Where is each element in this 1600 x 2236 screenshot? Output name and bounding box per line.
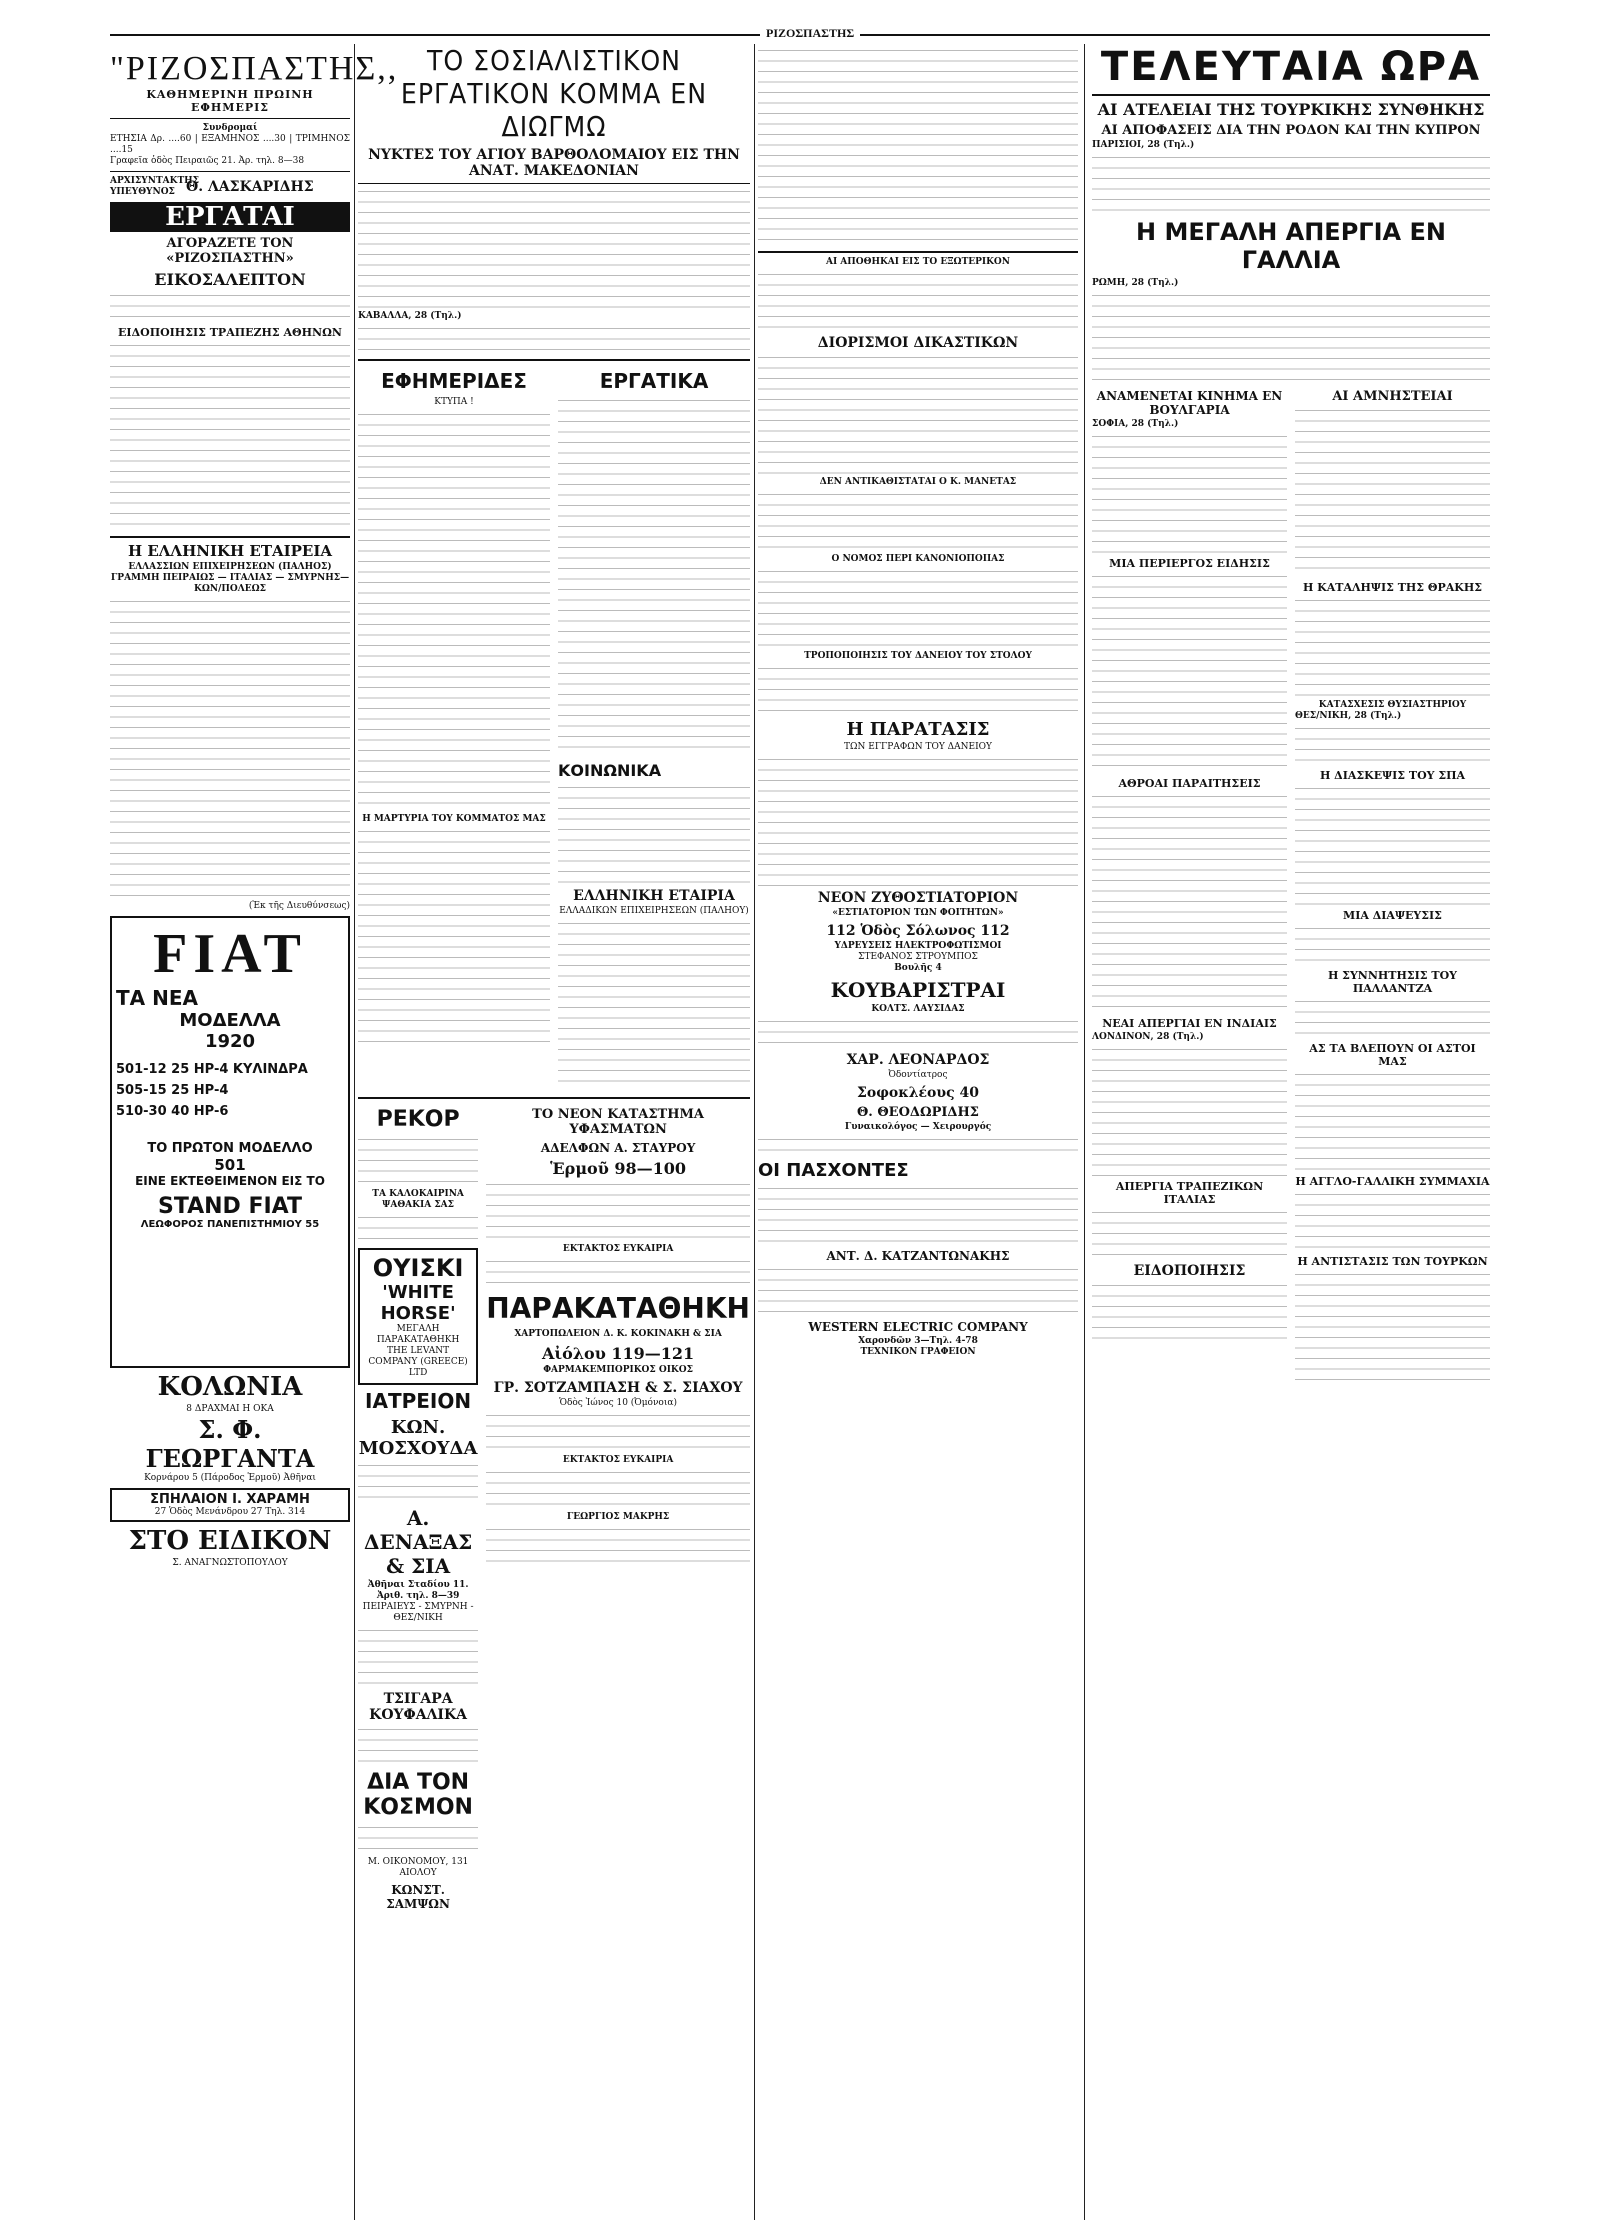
text-block (558, 784, 750, 884)
text-block (1092, 573, 1287, 773)
store-head: ΤΟ ΝΕΟΝ ΚΑΤΑΣΤΗΜΑ ΥΦΑΣΜΑΤΩΝ (532, 1107, 704, 1137)
text-block (1295, 785, 1490, 905)
text-block (758, 354, 1078, 474)
workers-section (558, 365, 750, 1093)
divider (110, 118, 350, 119)
divider (758, 251, 1078, 253)
electric-head: ΥΔΡΕΥΣΕΙΣ ΗΛΕΚΤΡΟΦΩΤΙΣΜΟΙ (834, 941, 1002, 951)
fiat-exhibit: ΕΙΝΕ ΕΚΤΕΘΕΙΜΕΝΟΝ ΕΙΣ ΤΟ (135, 1174, 325, 1188)
text-block (110, 292, 350, 322)
dateline-sofia: ΣΟΦΙΑ, 28 (Τηλ.) (1092, 419, 1179, 429)
social-head: ΚΟΙΝΩΝΙΚΑ (558, 761, 662, 780)
delivery-sub: ΤΩΝ ΕΓΓΡΑΦΩΝ ΤΟΥ ΔΑΝΕΙΟΥ (844, 742, 992, 752)
store-address: Ἑρμοῦ 98—100 (550, 1159, 687, 1178)
whisky-head: ΟΥΙΣΚΙ (372, 1254, 464, 1282)
decisions-head: ΑΙ ΑΠΟΦΑΣΕΙΣ ΔΙΑ ΤΗΝ ΡΟΔΟΝ ΚΑΙ ΤΗΝ ΚΥΠΡΟΝ (1101, 123, 1481, 138)
fiat-line-3: 510-30 40 HP-6 (116, 1104, 229, 1119)
text-block (1092, 154, 1490, 214)
cologne-ad: ΚΟΛΩΝΙΑ (157, 1372, 303, 1402)
dentist-role: Ὀδοντίατρος (888, 1070, 948, 1080)
shots-head: ΚΤΥΠΑ ! (434, 397, 474, 407)
electric-owner: ΣΤΕΦΑΝΟΣ ΣΤΡΟΥΜΠΟΣ (858, 952, 978, 962)
text-block (1092, 433, 1287, 553)
makris-head: ΓΕΩΡΓΙΟΣ ΜΑΚΡΗΣ (566, 1512, 670, 1522)
column-rule (754, 44, 755, 2220)
fiat-first: ΤΟ ΠΡΩΤΟΝ ΜΟΔΕΛΛΟ (147, 1141, 313, 1156)
manetas-head: ΔΕΝ ΑΝΤΙΚΑΘΙΣΤΑΤΑΙ Ο Κ. ΜΑΝΕΤΑΣ (819, 477, 1017, 487)
ads-left (358, 1103, 478, 1913)
text-block (758, 1136, 1078, 1156)
resign-head: ΑΘΡΟΑΙ ΠΑΡΑΙΤΗΣΕΙΣ (1118, 777, 1261, 790)
pharma-head: ΦΑΡΜΑΚΕΜΠΟΡΙΚΟΣ ΟΙΚΟΣ (543, 1365, 693, 1375)
newspapers-workers-row (358, 365, 750, 1093)
diaps-head: ΜΙΑ ΔΙΑΨΕΥΣΙΣ (1343, 909, 1442, 922)
text-block (1295, 597, 1490, 697)
news-columns (1092, 385, 1490, 1384)
whisky-brand: 'WHITE HORSE' (380, 1282, 456, 1324)
company-head: Η ΕΛΛΗΝΙΚΗ ΕΤΑΙΡΕΙΑ (127, 542, 333, 560)
workers-head: ΕΡΓΑΤΙΚΑ (599, 369, 709, 393)
fiat-logo: FIAT (153, 923, 307, 985)
text-block (358, 1462, 478, 1502)
france-strike-head: Η ΜΕΓΑΛΗ ΑΠΕΡΓΙΑ ΕΝ ΓΑΛΛΙΑ (1136, 218, 1446, 274)
cologne-seller: Σ. Φ. ΓΕΩΡΓΑΝΤΑ (145, 1415, 315, 1473)
editor-line (110, 176, 350, 198)
western-head: WESTERN ELECTRIC COMPANY (808, 1320, 1028, 1334)
text-block (758, 1185, 1078, 1245)
bakery-name: «ΕΣΤΙΑΤΟΡΙΟΝ ΤΩΝ ΦΟΙΤΗΤΩΝ» (832, 908, 1004, 918)
fiat-new: ΤΑ ΝΕΑ (116, 986, 198, 1010)
news-col-right (1295, 385, 1490, 1384)
price-line: ΕΙΚΟΣΑΛΕΠΤΟΝ (154, 270, 306, 289)
ads-row (358, 1103, 750, 1913)
shipping-head: Α. ΔΕΝΑΞΑΣ & ΣΙΑ (363, 1506, 473, 1578)
law-head: Ο ΝΟΜΟΣ ΠΕΡΙ ΚΑΝΟΝΙΟΠΟΙΙΑΣ (831, 554, 1005, 564)
fiat-stand: STAND FIAT (157, 1194, 303, 1219)
text-block (1295, 1191, 1490, 1251)
divider (358, 359, 750, 361)
whisky-agent: ΜΕΓΑΛΗ ΠΑΡΑΚΑΤΑΘΗΚΗ (376, 1324, 460, 1345)
text-block (358, 1824, 478, 1854)
fiat-address: ΛΕΩΦΟΡΟΣ ΠΑΝΕΠΙΣΤΗΜΙΟΥ 55 (140, 1219, 320, 1230)
bakery-head: ΝΕΟΝ ΖΥΘΟΣΤΙΑΤΟΡΙΟΝ (817, 890, 1019, 906)
ads-right (486, 1103, 750, 1913)
bank-head: ΤΡΟΠΟΠΟΙΗΣΙΣ ΤΟΥ ΔΑΝΕΙΟΥ ΤΟΥ ΣΤΟΛΟΥ (804, 651, 1032, 661)
bulgaria-head: ΑΝΑΜΕΝΕΤΑΙ ΚΙΝΗΜΑ ΕΝ ΒΟΥΛΓΑΡΙΑ (1096, 389, 1283, 417)
divider (1092, 94, 1490, 96)
chance2-head: ΕΚΤΑΚΤΟΣ ΕΥΚΑΙΡΙΑ (562, 1455, 674, 1465)
dateline-kavala: ΚΑΒΑΛΛΑ, 28 (Τηλ.) (358, 311, 462, 321)
text-block (486, 1258, 750, 1288)
amnesty-head: ΑΙ ΑΜΝΗΣΤΕΙΑΙ (1332, 389, 1453, 404)
deposit-address: Αἰόλου 119—121 (542, 1344, 695, 1363)
fiat-models: ΜΟΔΕΛΛΑ (179, 1010, 281, 1031)
news-head: ΜΙΑ ΠΕΡΙΕΡΓΟΣ ΕΙΔΗΣΙΣ (1109, 557, 1270, 570)
text-block (358, 411, 550, 811)
editor-label: ΑΡΧΙΣΥΝΤΑΚΤΗΣ ΥΠΕΥΘΥΝΟΣ (110, 176, 200, 197)
anglo-head: Η ΑΓΓΛΟ-ΓΑΛΛΙΚΗ ΣΥΜΜΑΧΙΑ (1295, 1175, 1490, 1188)
text-block (1295, 725, 1490, 765)
text-block (486, 1412, 750, 1452)
bakery-address: 112 Ὁδὸς Σόλωνος 112 (826, 923, 1010, 939)
dentist-name: ΧΑΡ. ΛΕΟΝΑΡΔΟΣ (846, 1052, 990, 1068)
dateline-rome: ΡΩΜΗ, 28 (Τηλ.) (1092, 278, 1179, 288)
column-rule (1084, 44, 1085, 2220)
dateline-london: ΛΟΝΔΙΝΟΝ, 28 (Τηλ.) (1092, 1032, 1204, 1042)
newspapers-section (358, 365, 550, 1093)
atlantic-head: Η ΣΥΝΝΗΤΗΣΙΣ ΤΟΥ ΠΑΛΛΑΝΤΖΑ (1327, 969, 1458, 995)
text-block (358, 325, 750, 355)
doctor2-name: ΑΝΤ. Δ. ΚΑΤΖΑΝΤΩΝΑΚΗΣ (826, 1249, 1010, 1263)
text-block (758, 1266, 1078, 1316)
italy-strike-head: ΑΠΕΡΓΙΑ ΤΡΑΠΕΖΙΚΩΝ ΙΤΑΛΙΑΣ (1115, 1180, 1264, 1206)
hellenic-sub: ΕΛΛΑΔΙΚΩΝ ΕΠΙΧΕΙΡΗΣΕΩΝ (ΠΑΛΗΟΥ) (559, 906, 749, 916)
text-block (486, 1526, 750, 1566)
deposit-shop: ΧΑΡΤΟΠΩΛΕΙΟΝ Δ. Κ. ΚΟΚΙΝΑΚΗ & ΣΙΑ (514, 1329, 722, 1339)
text-block (558, 920, 750, 1090)
pharma-address: Ὁδὸς Ἰώνος 10 (Ὀμόνοια) (559, 1398, 677, 1408)
thrace-head: Η ΚΑΤΑΛΗΨΙΣ ΤΗΣ ΘΡΑΚΗΣ (1302, 581, 1483, 594)
text-block (1295, 1071, 1490, 1171)
office-address: Γραφεῖα ὁδὸς Πειραιῶς 21. Ἀρ. τηλ. 8—38 (110, 156, 305, 166)
martyr-head: Η ΜΑΡΤΥΡΙΑ ΤΟΥ ΚΟΜΜΑΤΟΣ ΜΑΣ (362, 814, 546, 824)
seller-line: Μ. ΟΙΚΟΝΟΜΟΥ, 131 ΑΙΟΛΟΥ (367, 1857, 469, 1878)
fiat-line-1: 501-12 25 HP-4 ΚΥΛΙΝΔΡΑ (116, 1062, 308, 1077)
stamps-head: ΚΑΤΑΣΧΕΣΙΣ ΘΥΣΙΑΣΤΗΡΙΟΥ (1318, 700, 1467, 710)
text-block (1092, 292, 1490, 382)
running-header: ΡΙΖΟΣΠΑΣΤΗΣ (760, 26, 860, 41)
shipping-address: Ἀθῆναι Σταδίου 11. Ἀριθ. τηλ. 8—39 (367, 1580, 469, 1601)
delivery-head: Η ΠΑΡΑΤΑΣΙΣ (846, 719, 990, 740)
electric-address: Βουλῆς 4 (894, 963, 942, 973)
greek-plane-head: ΑΣ ΤΑ ΒΛΕΠΟΥΝ ΟΙ ΑΣΤΟΙ ΜΑΣ (1309, 1042, 1476, 1068)
text-block (758, 271, 1078, 331)
cave-name: ΣΠΗΛΑΙΟΝ Ι. ΧΑΡΑΜΗ (150, 1492, 310, 1507)
divider (110, 536, 350, 538)
text-block (758, 756, 1078, 886)
text-block (358, 188, 750, 308)
company-line: ΓΡΑΜΜΗ ΠΕΙΡΑΙΩΣ — ΙΤΑΛΙΑΣ — ΣΜΥΡΝΗΣ—ΚΩΝ/ΠΟΛΕΩΣ (110, 573, 350, 594)
special-ad: ΣΤΟ ΕΙΔΙΚΟΝ (128, 1526, 332, 1556)
text-block (1092, 793, 1287, 1013)
source-line: (Ἐκ τῆς Διευθύνσεως) (248, 901, 350, 911)
konst-head: ΚΩΝΣΤ. ΣΑΜΨΩΝ (386, 1883, 450, 1911)
news-col-left (1092, 385, 1287, 1384)
cave-ad (110, 1488, 350, 1522)
text-block (1295, 1271, 1490, 1381)
divider (358, 183, 750, 184)
text-block (1092, 1046, 1287, 1176)
cologne-address: Κορνάρου 5 (Πάροδος Ἑρμοῦ) Ἀθῆναι (144, 1473, 316, 1483)
subscription-title: Συνδρομαί (202, 123, 258, 133)
buy-line: ΑΓΟΡΑΖΕΤΕ ΤΟΝ «ΡΙΖΟΣΠΑΣΤΗΝ» (166, 236, 294, 266)
text-block (358, 1726, 478, 1766)
newspapers-head: ΕΦΗΜΕΡΙΔΕΣ (381, 369, 527, 393)
record-head: ΡΕΚΟΡ (376, 1107, 460, 1132)
deposit-head: ΠΑΡΑΚΑΤΑΘΗΚΗ (486, 1292, 750, 1325)
text-block (1092, 1209, 1287, 1259)
dateline-paris: ΠΑΡΙΣΙΟΙ, 28 (Τηλ.) (1092, 140, 1195, 150)
pharma-name: ΓΡ. ΣΟΤΖΑΜΠΑΣΗ & Σ. ΣΙΑΧΟΥ (493, 1380, 743, 1396)
whisky-company: THE LEVANT COMPANY (GREECE) LTD (368, 1346, 468, 1378)
text-block (758, 47, 1078, 247)
store-owner: ΑΔΕΛΦΩΝ Α. ΣΤΑΥΡΟΥ (540, 1141, 696, 1155)
spa-head: Η ΔΙΑΣΚΕΨΙΣ ΤΟΥ ΣΠΑ (1319, 769, 1466, 782)
gyn-name: Θ. ΘΕΟΔΩΡΙΔΗΣ (856, 1105, 979, 1120)
appointments-head: ΔΙΟΡΙΣΜΟΙ ΔΙΚΑΣΤΙΚΩΝ (817, 335, 1019, 351)
text-block (358, 1627, 478, 1687)
editor-name: Θ. ΛΑΣΚΑΡΙΔΗΣ (186, 179, 314, 195)
text-block (758, 568, 1078, 648)
technical-head: ΤΕΧΝΙΚΟΝ ΓΡΑΦΕΙΟΝ (860, 1347, 976, 1357)
cave-address: 27 Ὁδὸς Μενάνδρου 27 Τηλ. 314 (154, 1507, 306, 1517)
shoes-head: ΤΑ ΚΑΛΟΚΑΙΡΙΝΑ ΨΑΘΑΚΙΑ ΣΑΣ (372, 1189, 464, 1210)
lead-subhead: ΝΥΚΤΕΣ ΤΟΥ ΑΓΙΟΥ ΒΑΡΘΟΛΟΜΑΙΟΥ ΕΙΣ ΤΗΝ ΑΝΑΤ. ΜΑΚΕΔΟΝΙΑΝ (368, 147, 740, 179)
lead-banner: ΤΟ ΣΟΣΙΑΛΙΣΤΙΚΟΝ ΕΡΓΑΤΙΚΟΝ ΚΟΜΜΑ ΕΝ ΔΙΩΓΜΩ (400, 44, 708, 143)
turk-resist-head: Η ΑΝΤΙΣΤΑΣΙΣ ΤΩΝ ΤΟΥΡΚΩΝ (1297, 1255, 1488, 1268)
text-block (1295, 407, 1490, 577)
text-block (758, 665, 1078, 715)
dentist-address: Σοφοκλέους 40 (857, 1085, 979, 1101)
workers-banner: ΕΡΓΑΤΑΙ (110, 202, 350, 232)
text-block (1092, 1282, 1287, 1342)
fiat-year: 1920 (204, 1031, 256, 1052)
column-3 (758, 44, 1078, 2220)
fiat-501: 501 (214, 1156, 246, 1174)
chance-head: ΕΚΤΑΚΤΟΣ ΕΥΚΑΙΡΙΑ (562, 1244, 674, 1254)
column-rule (354, 44, 355, 2220)
divider (358, 1097, 750, 1099)
subscription-prices: ΕΤΗΣΙΑ Δρ. ....60 | ΕΞΑΜΗΝΟΣ ....30 | ΤΡΙΜΗΝΟΣ ....15 (110, 134, 350, 155)
bank-notice-head: ΕΙΔΟΠΟΙΗΣΙΣ ΤΡΑΠΕΖΗΣ ΑΘΗΝΩΝ (118, 326, 342, 339)
upholstery-name: ΚΟΛΤΣ. ΛΑΥΣΙΔΑΣ (871, 1004, 965, 1014)
text-block (358, 1214, 478, 1244)
upholstery-head: ΚΟΥΒΑΡΙΣΤΡΑΙ (830, 978, 1006, 1002)
company-sub: ΕΛΛΑΣΣΙΩΝ ΕΠΙΧΕΙΡΗΣΕΩΝ (ΠΑΛΗΟΣ) (128, 562, 332, 572)
text-block (110, 598, 350, 898)
dateline-thess: ΘΕΣ/ΝΙΚΗ, 28 (Τηλ.) (1295, 711, 1402, 721)
special-owner: Σ. ΑΝΑΓΝΩΣΤΟΠΟΥΛΟΥ (172, 1558, 288, 1568)
last-hour-banner: ΤΕΛΕΥΤΑΙΑ ΩΡΑ (1100, 44, 1482, 90)
western-address: Χαρονδῶν 3—Τηλ. 4-78 (858, 1336, 978, 1346)
column-1 (110, 44, 399, 2220)
india-head: ΝΕΑΙ ΑΠΕΡΓΙΑΙ ΕΝ ΙΝΔΙΑΙΣ (1102, 1017, 1277, 1030)
gyn-role: Γυναικολόγος — Χειρουργός (844, 1122, 992, 1132)
cologne-price: 8 ΔΡΑΧΜΑΙ Η ΟΚΑ (186, 1404, 274, 1414)
divider (110, 171, 350, 172)
text-block (758, 491, 1078, 551)
column-2 (358, 44, 750, 2220)
hellenic-head: ΕΛΛΗΝΙΚΗ ΕΤΑΙΡΙΑ (573, 888, 735, 904)
text-block (486, 1181, 750, 1241)
masthead-title: "ΡΙΖΟΣΠΑΣΤΗΣ,, (110, 50, 399, 87)
column-4 (1092, 44, 1490, 2220)
fiat-line-2: 505-15 25 HP-4 (116, 1083, 229, 1098)
notice-head: ΕΙΔΟΠΟΙΗΣΙΣ (1133, 1263, 1246, 1279)
doctor-name: ΚΩΝ. ΜΟΣΧΟΥΔΑ (358, 1417, 478, 1459)
text-block (1295, 925, 1490, 965)
opium-head: ΤΣΙΓΑΡΑ ΚΟΥΦΑΛΙΚΑ (369, 1691, 468, 1723)
text-block (358, 1136, 478, 1186)
text-block (486, 1469, 750, 1509)
world-head: ΔΙΑ ΤΟΝ ΚΟΣΜΟΝ (363, 1770, 473, 1820)
text-block (358, 828, 550, 1048)
strike-head: ΑΙ ΑΠΟΘΗΚΑΙ ΕΙΣ ΤΟ ΕΞΩΤΕΡΙΚΟΝ (825, 257, 1010, 267)
masthead-subtitle: ΚΑΘΗΜΕΡΙΝΗ ΠΡΩΙΝΗ ΕΦΗΜΕΡΙΣ (146, 88, 314, 114)
turk-head: ΑΙ ΑΤΕΛΕΙΑΙ ΤΗΣ ΤΟΥΡΚΙΚΗΣ ΣΥΝΘΗΚΗΣ (1097, 100, 1485, 119)
clinic-head: ΙΑΤΡΕΙΟΝ (365, 1389, 472, 1413)
whisky-ad (358, 1248, 478, 1385)
text-block (1295, 998, 1490, 1038)
text-block (110, 342, 350, 532)
text-block (558, 397, 750, 757)
shipping-routes: ΠΕΙΡΑΙΕΥΣ - ΣΜΥΡΝΗ - ΘΕΣ/ΝΙΚΗ (362, 1602, 474, 1623)
text-block (758, 1018, 1078, 1048)
sufferers-head: ΟΙ ΠΑΣΧΟΝΤΕΣ (758, 1160, 909, 1181)
fiat-ad (110, 916, 350, 1368)
